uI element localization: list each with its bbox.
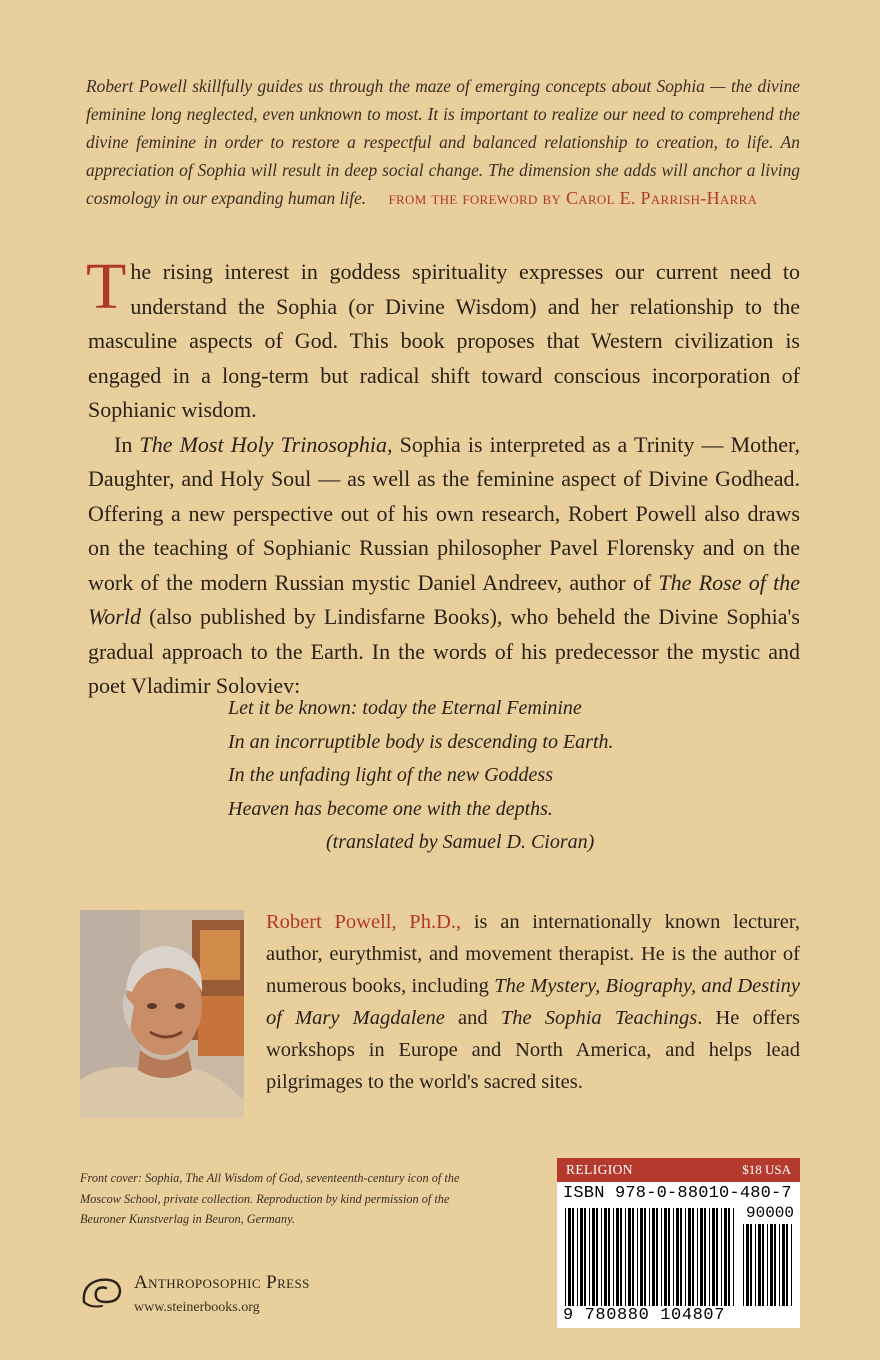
poem-line: In the unfading light of the new Goddess bbox=[228, 764, 553, 786]
author-name: Robert Powell, Ph.D., bbox=[266, 911, 462, 933]
bio-text-3: . He offers workshops in Europe and North America, and helps lead pilgrimages to the world's sacred sites. bbox=[266, 1007, 800, 1093]
bio-book-title-2: The Sophia Teachings bbox=[500, 1007, 698, 1029]
publisher-url: www.steinerbooks.org bbox=[134, 1300, 260, 1315]
poem-line: In an incorruptible body is descending to Earth. bbox=[228, 730, 614, 753]
isbn-text: ISBN 978-0-88010-480-7 bbox=[563, 1184, 792, 1203]
publisher-name: Anthroposophic Press bbox=[134, 1272, 310, 1293]
author-portrait-illustration bbox=[80, 910, 244, 1118]
description-p2-start: In bbox=[114, 431, 140, 457]
publisher-block bbox=[80, 1270, 420, 1330]
swirl-logo-icon bbox=[80, 1272, 124, 1312]
author-photo bbox=[80, 910, 244, 1118]
description-paragraph-1 bbox=[86, 250, 800, 428]
bio-text-1: is an internationally known lecturer, author, eurythmist, and movement therapist. He is the author of numerous books, including bbox=[266, 911, 800, 997]
poem-line: Heaven has become one with the depths. bbox=[228, 797, 553, 820]
drop-cap: T bbox=[86, 250, 127, 323]
addon-number: 90000 bbox=[745, 1204, 794, 1222]
barcode-bars bbox=[557, 1158, 800, 1328]
description-p2-middle: Sophia is interpreted as a Trinity — Mother, Daughter, and Holy Soul — as well as the feminine aspect of Divine Godhead. Offering a new perspective out of his own research, Robert Powell also draws on the teaching of Sophianic Russian philosopher Pavel Florensky and on the work of the modern Russian mystic Daniel Andreev, author of bbox=[88, 431, 801, 595]
book-description bbox=[86, 250, 801, 704]
book-title-trinosophia: The Most Holy Trinosophia, bbox=[139, 431, 393, 457]
soloviev-poem bbox=[228, 692, 648, 860]
cover-credit: Front cover: Sophia, The All Wisdom of God, seventeenth-century icon of the Moscow School, private collection. Reproduction by kind permission of the Beuroner Kunstverlag in Beuron, Germany. bbox=[80, 1171, 460, 1226]
ean-digits: 9 780880 104807 bbox=[563, 1306, 726, 1325]
bio-book-title-1: The Mystery, Biography, and Destiny of Mary Magdalene bbox=[266, 975, 800, 1029]
bio-text-2: and bbox=[444, 1007, 501, 1029]
barcode-box bbox=[557, 1158, 800, 1328]
endorsement-attribution: from the foreword by Carol E. Parrish-Harra bbox=[388, 188, 758, 208]
endorsement-text: Robert Powell skillfully guides us through the maze of emerging concepts about Sophia — the divine feminine long neglected, even unknown to most. It is important to realize our need to comprehend the divine feminine in order to restore a respectful and balanced relationship to creation, to life. An appreciation of Sophia will result in deep social change. The dimension she adds will anchor a living cosmology in our expanding human life. bbox=[86, 76, 800, 208]
endorsement-quote bbox=[86, 72, 800, 212]
poem-line: Let it be known: today the Eternal Feminine bbox=[228, 697, 582, 719]
category-label: RELIGION bbox=[566, 1162, 633, 1177]
description-paragraph-2 bbox=[88, 428, 800, 704]
description-p1-text: he rising interest in goddess spirituality expresses our current need to understand the Sophia (or Divine Wisdom) and her relationship to the masculine aspects of God. This book proposes that Western civilization is engaged in a long-term but radical shift toward conscious incorporation of Sophianic wisdom. bbox=[88, 259, 800, 422]
price-label: $18 USA bbox=[742, 1162, 791, 1177]
book-title-rose-of-the-world: The Rose of the World bbox=[88, 569, 800, 629]
poem-translator: (translated by Samuel D. Cioran) bbox=[326, 831, 595, 853]
author-bio bbox=[266, 906, 800, 1098]
description-p2-end: (also published by Lindisfarne Books), who beheld the Divine Sophia's gradual approach to the Earth. In the words of his predecessor the mystic and poet Vladimir Soloviev: bbox=[88, 604, 800, 698]
